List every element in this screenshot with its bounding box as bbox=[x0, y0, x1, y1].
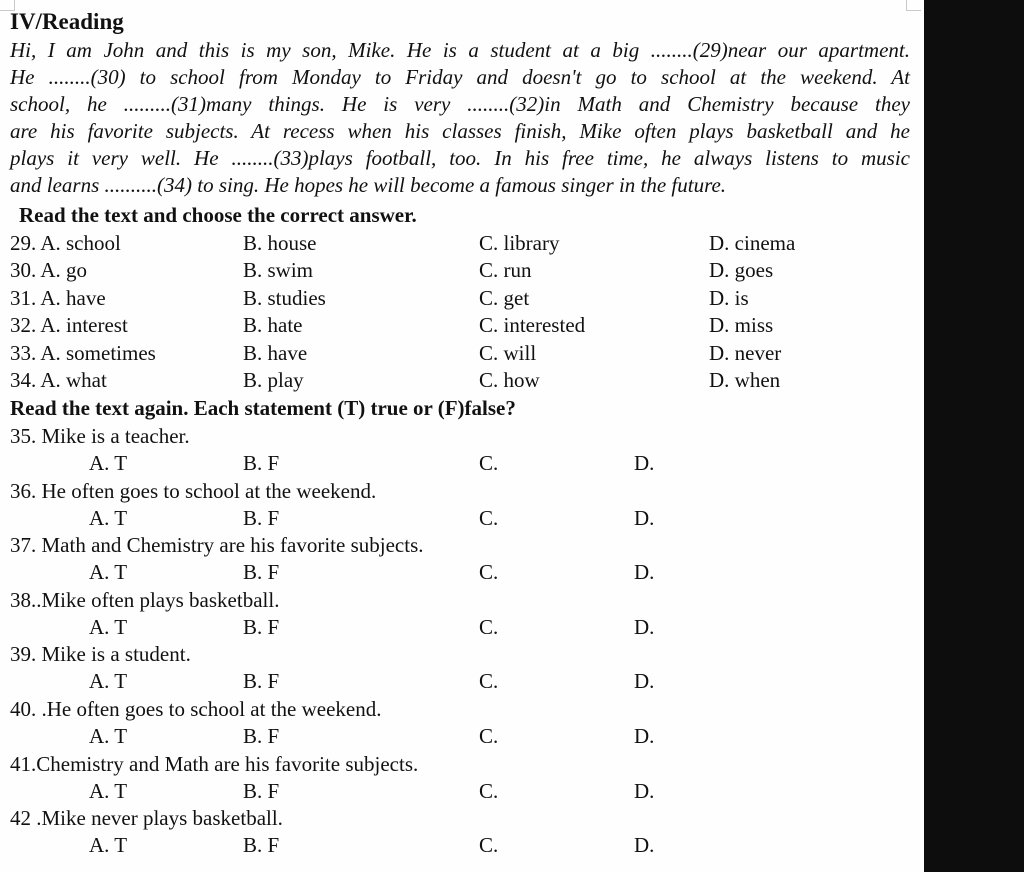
mc-option-a: 33. A. sometimes bbox=[10, 340, 156, 365]
tf-question bbox=[10, 478, 910, 533]
mc-question-row bbox=[10, 285, 910, 312]
tf-statement: 38..Mike often plays basketball. bbox=[10, 587, 280, 612]
tf-statement: 37. Math and Chemistry are his favorite subjects. bbox=[10, 533, 424, 558]
mc-option-d: D. miss bbox=[709, 313, 774, 338]
mc-question-row bbox=[10, 340, 910, 367]
tf-option-c: C. bbox=[479, 778, 499, 803]
passage-line: plays it very well. He ........(33)plays football, too. In his free time, he always listens to music bbox=[10, 146, 910, 170]
mc-option-a: 30. A. go bbox=[10, 258, 88, 283]
tf-option-b: B. F bbox=[243, 833, 280, 858]
tf-option-c: C. bbox=[479, 614, 499, 639]
tf-option-d: D. bbox=[634, 833, 655, 858]
mc-option-d: D. cinema bbox=[709, 231, 796, 255]
tf-option-c: C. bbox=[479, 505, 499, 530]
tf-question bbox=[10, 587, 910, 642]
mc-question-row bbox=[10, 257, 910, 284]
mc-question-row bbox=[10, 367, 910, 394]
tf-option-b: B. F bbox=[243, 451, 280, 475]
tf-option-a: A. T bbox=[89, 778, 128, 803]
tf-question bbox=[10, 805, 910, 860]
tf-question bbox=[10, 696, 910, 751]
passage-line: Hi, I am John and this is my son, Mike. He is a student at a big ........(29)near our apartment. bbox=[10, 38, 910, 62]
tf-option-b: B. F bbox=[243, 505, 280, 530]
tf-question bbox=[10, 751, 910, 806]
mc-option-b: B. studies bbox=[243, 285, 326, 310]
tf-option-d: D. bbox=[634, 723, 655, 748]
page-corner-mark-right bbox=[906, 0, 921, 11]
mc-option-c: C. library bbox=[479, 231, 560, 255]
multiple-choice-list bbox=[10, 230, 910, 394]
mc-option-a: 31. A. have bbox=[10, 285, 106, 310]
tf-question bbox=[10, 641, 910, 696]
mc-option-a: 34. A. what bbox=[10, 367, 107, 392]
mc-option-d: D. never bbox=[709, 340, 782, 365]
tf-option-c: C. bbox=[479, 560, 499, 585]
tf-option-d: D. bbox=[634, 669, 655, 694]
tf-option-a: A. T bbox=[89, 833, 128, 858]
mc-option-b: B. swim bbox=[243, 258, 314, 283]
tf-option-b: B. F bbox=[243, 723, 280, 748]
mc-option-b: B. play bbox=[243, 367, 304, 392]
mc-option-d: D. when bbox=[709, 367, 781, 392]
tf-statement: 41.Chemistry and Math are his favorite subjects. bbox=[10, 751, 419, 776]
tf-statement: 40. .He often goes to school at the weekend. bbox=[10, 696, 382, 721]
section-heading: IV/Reading bbox=[10, 9, 124, 34]
tf-option-c: C. bbox=[479, 451, 499, 475]
tf-question bbox=[10, 423, 910, 478]
tf-option-b: B. F bbox=[243, 614, 280, 639]
tf-statement: 42 .Mike never plays basketball. bbox=[10, 806, 283, 831]
tf-option-d: D. bbox=[634, 451, 655, 475]
mc-option-a: 32. A. interest bbox=[10, 313, 128, 338]
tf-option-d: D. bbox=[634, 560, 655, 585]
tf-option-b: B. F bbox=[243, 560, 280, 585]
mc-option-d: D. is bbox=[709, 285, 749, 310]
mc-option-b: B. hate bbox=[243, 313, 303, 338]
mc-option-d: D. goes bbox=[709, 258, 774, 283]
tf-option-a: A. T bbox=[89, 723, 128, 748]
tf-option-b: B. F bbox=[243, 669, 280, 694]
tf-statement: 36. He often goes to school at the weekend. bbox=[10, 478, 377, 503]
mc-option-c: C. get bbox=[479, 285, 530, 310]
tf-option-c: C. bbox=[479, 669, 499, 694]
tf-option-a: A. T bbox=[89, 505, 128, 530]
passage-line: He ........(30) to school from Monday to Friday and doesn't go to school at the weekend. At bbox=[10, 65, 910, 89]
mc-option-a: 29. A. school bbox=[10, 231, 121, 255]
tf-option-a: A. T bbox=[89, 451, 128, 475]
mc-section-title: Read the text and choose the correct answer. bbox=[19, 203, 417, 227]
tf-option-d: D. bbox=[634, 778, 655, 803]
mc-question-row bbox=[10, 312, 910, 339]
mc-option-c: C. run bbox=[479, 258, 532, 283]
true-false-list bbox=[10, 423, 910, 860]
tf-option-d: D. bbox=[634, 614, 655, 639]
tf-option-a: A. T bbox=[89, 614, 128, 639]
passage-line: school, he .........(31)many things. He is very ........(32)in Math and Chemistry because they bbox=[10, 92, 910, 116]
reading-passage bbox=[10, 37, 910, 199]
tf-question bbox=[10, 532, 910, 587]
passage-line: are his favorite subjects. At recess when his classes finish, Mike often plays basketball and he bbox=[10, 119, 910, 143]
tf-option-d: D. bbox=[634, 505, 655, 530]
tf-section-title: Read the text again. Each statement (T) true or (F)false? bbox=[10, 396, 516, 420]
tf-statement: 35. Mike is a teacher. bbox=[10, 424, 190, 448]
mc-option-c: C. will bbox=[479, 340, 537, 365]
tf-option-a: A. T bbox=[89, 560, 128, 585]
dark-side-panel bbox=[924, 0, 1024, 872]
tf-option-b: B. F bbox=[243, 778, 280, 803]
mc-option-c: C. interested bbox=[479, 313, 586, 338]
mc-option-b: B. have bbox=[243, 340, 308, 365]
tf-option-c: C. bbox=[479, 723, 499, 748]
tf-option-a: A. T bbox=[89, 669, 128, 694]
tf-statement: 39. Mike is a student. bbox=[10, 642, 191, 667]
mc-question-row bbox=[10, 230, 910, 257]
mc-option-c: C. how bbox=[479, 367, 540, 392]
passage-line: and learns ..........(34) to sing. He hopes he will become a famous singer in the future. bbox=[10, 173, 727, 197]
tf-option-c: C. bbox=[479, 833, 499, 858]
mc-option-b: B. house bbox=[243, 231, 317, 255]
